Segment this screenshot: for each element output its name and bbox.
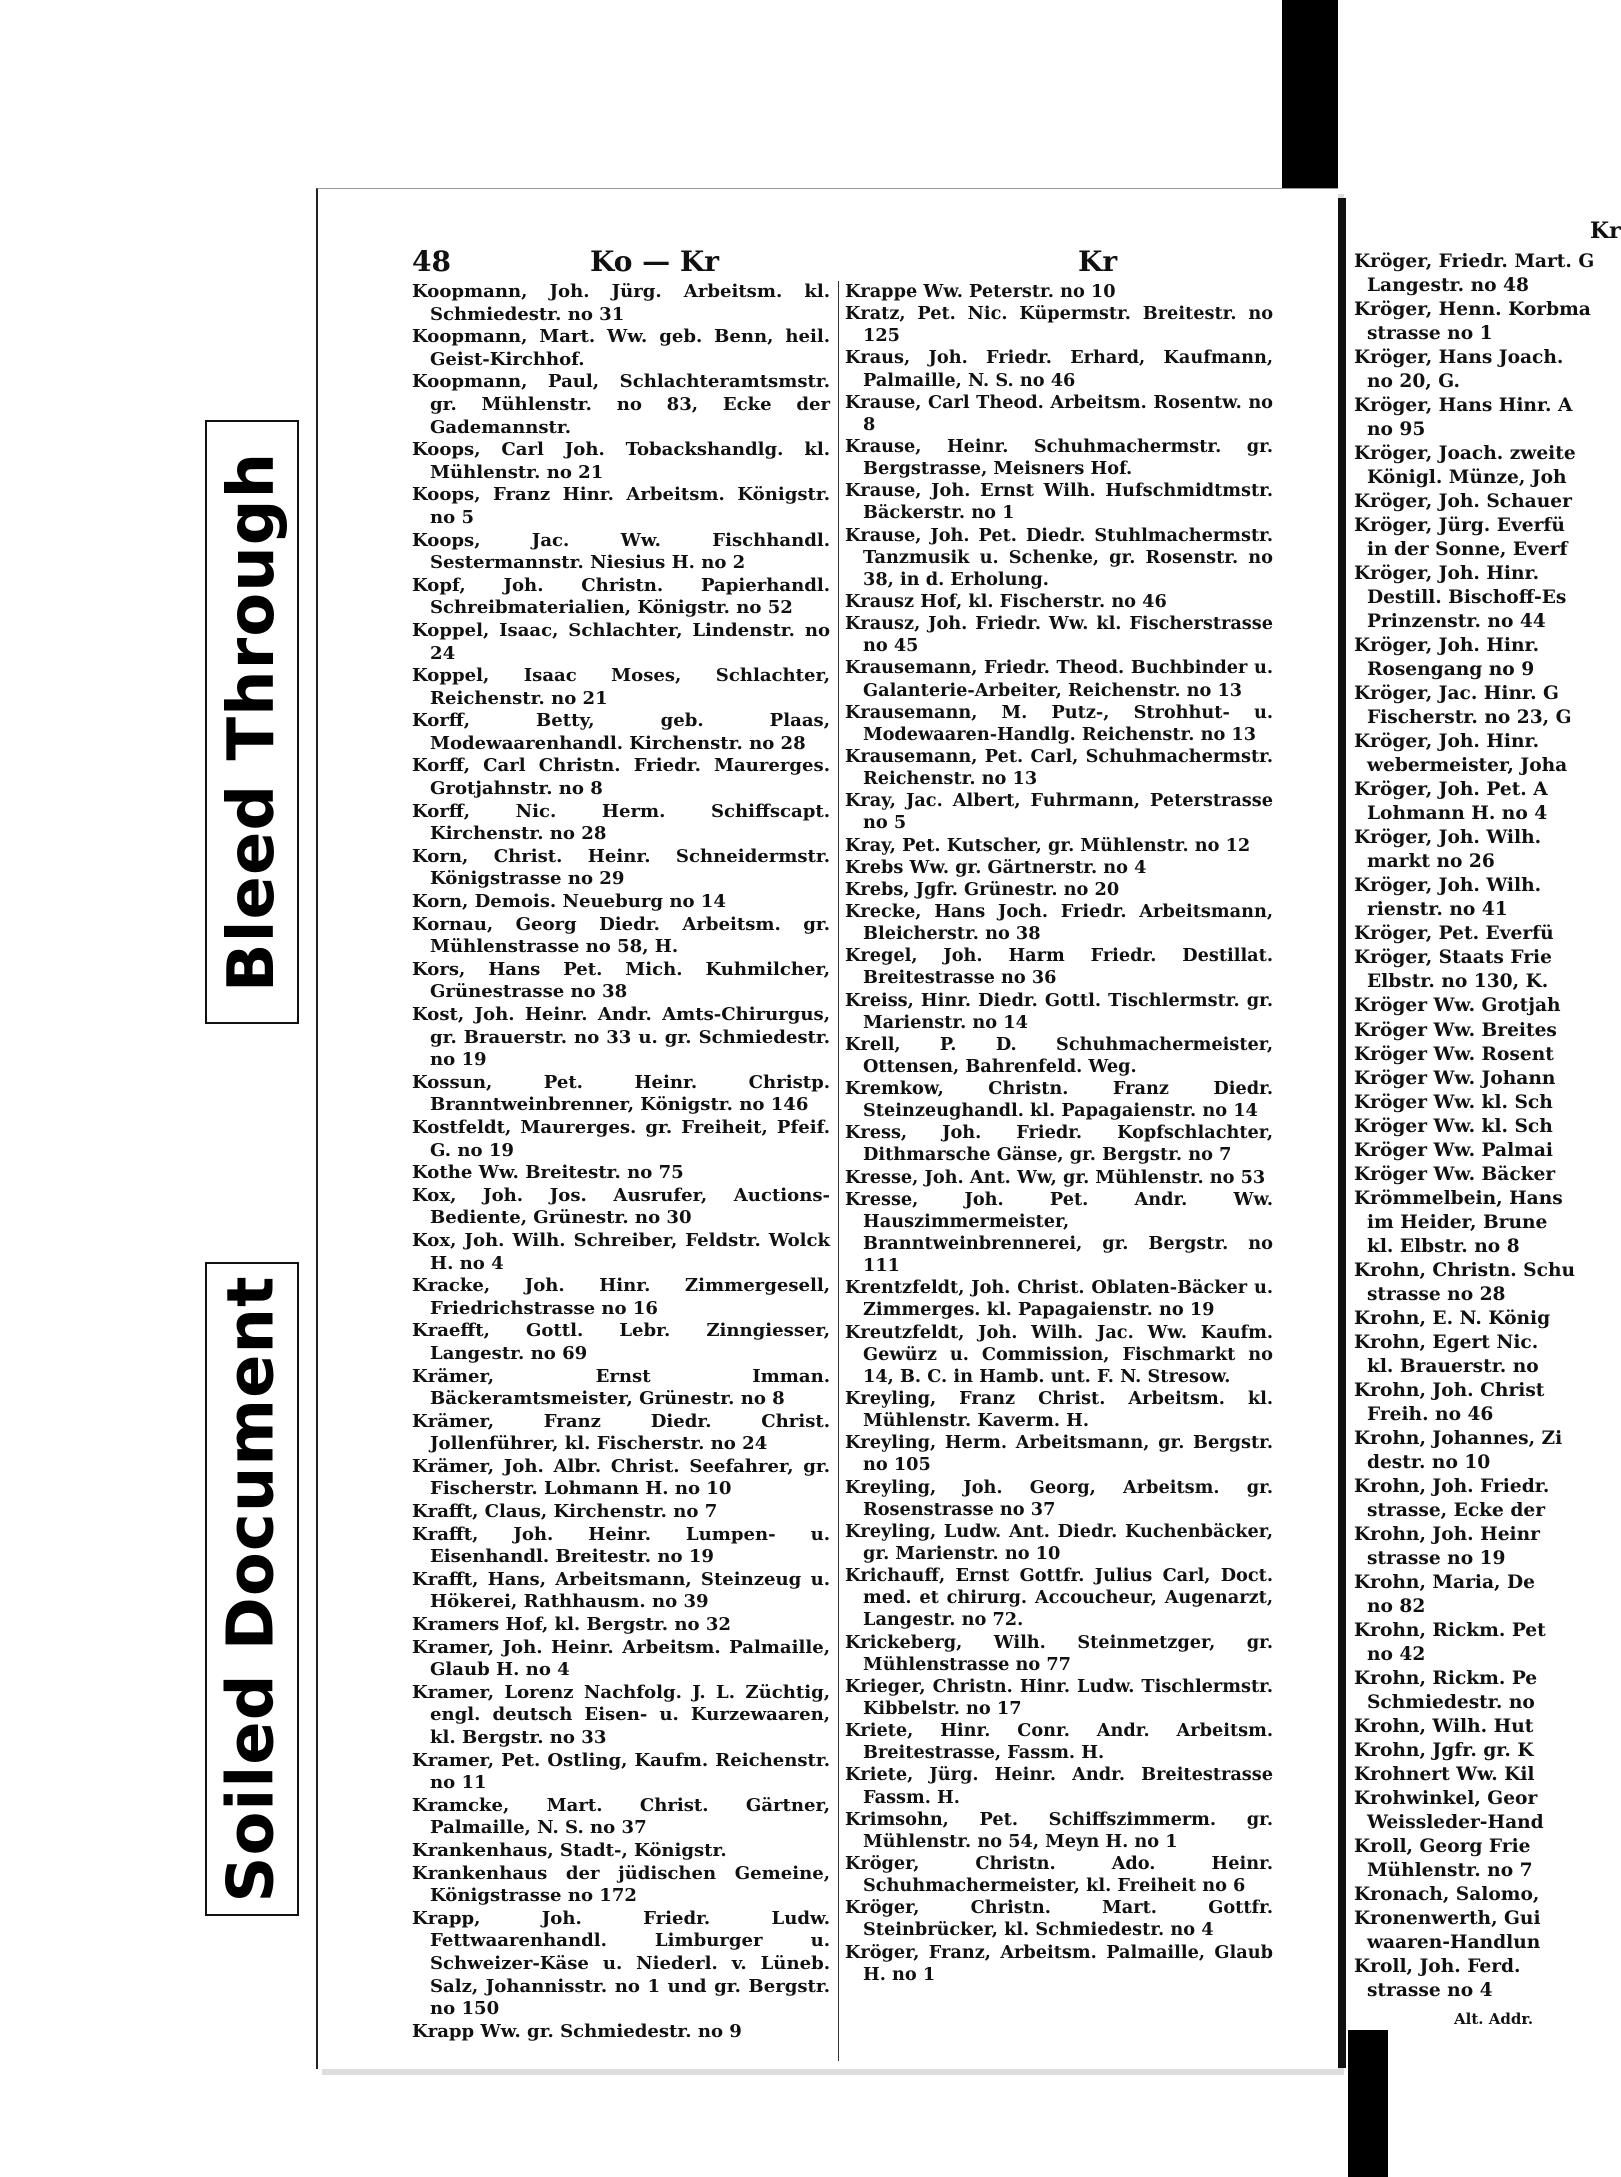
directory-entry: Kramcke, Mart. Christ. Gärtner, Palmaille, N. S. no 37 [412,1794,830,1839]
directory-entry: Krickeberg, Wilh. Steinmetzger, gr. Mühlenstrasse no 77 [845,1631,1273,1675]
directory-entry: Krafft, Joh. Heinr. Lumpen- u. Eisenhandl. Breitestr. no 19 [412,1523,830,1568]
directory-entry-fragment: Kröger Ww. Breites [1354,1019,1557,1041]
directory-entry-fragment: markt no 26 [1354,851,1495,873]
directory-entry: Kremkow, Christn. Franz Diedr. Steinzeughandl. kl. Papagaienstr. no 14 [845,1078,1273,1122]
directory-entry: Krause, Joh. Pet. Diedr. Stuhlmachermstr. Tanzmusik u. Schenke, gr. Rosenstr. no 38, in d. Erholung. [845,524,1273,590]
page-number: 48 [412,245,451,278]
directory-entry: Kress, Joh. Friedr. Kopfschlachter, Dithmarsche Gänse, gr. Bergstr. no 7 [845,1122,1273,1166]
directory-entry: Korn, Demois. Neueburg no 14 [412,891,726,913]
directory-entry-fragment: Prinzenstr. no 44 [1354,611,1546,633]
directory-entry: Krichauff, Ernst Gottfr. Julius Carl, Doct. med. et chirurg. Accoucheur, Augenarzt, Langestr. no 72. [845,1565,1273,1631]
next-page-header: Kr [1590,218,1621,244]
directory-entry: Koppel, Isaac Moses, Schlachter, Reichenstr. no 21 [412,665,830,709]
directory-entry-fragment: Krömmelbein, Hans [1354,1187,1563,1209]
page-header-right: Kr [1078,245,1118,278]
directory-entry: Kriete, Hinr. Conr. Andr. Arbeitsm. Breitestrasse, Fassm. H. [845,1720,1273,1764]
directory-entry-fragment: Kröger, Staats Frie [1354,947,1552,969]
directory-entry: Krausz, Joh. Friedr. Ww. kl. Fischerstrasse no 45 [845,613,1273,657]
directory-entry: Kramer, Joh. Heinr. Arbeitsm. Palmaille, Glaub H. no 4 [412,1636,830,1681]
directory-entry-fragment: Kröger, Henn. Korbma [1354,299,1591,321]
directory-entry: Krentzfeldt, Joh. Christ. Oblaten-Bäcker u. Zimmerges. kl. Papagaienstr. no 19 [845,1277,1273,1321]
directory-entry: Krebs Ww. gr. Gärtnerstr. no 4 [845,856,1147,878]
directory-entry-fragment: Krohn, Jgfr. gr. K [1354,1739,1534,1761]
directory-entry-fragment: Kröger, Joach. zweite [1354,443,1576,465]
directory-entry-fragment: Kröger, Hans Joach. [1354,347,1564,369]
directory-entry: Kriete, Jürg. Heinr. Andr. Breitestrasse Fassm. H. [845,1764,1273,1808]
directory-entry-fragment: Kröger, Jac. Hinr. G [1354,683,1559,705]
directory-entry-fragment: waaren-Handlun [1354,1932,1541,1954]
directory-entry: Krieger, Christn. Hinr. Ludw. Tischlermstr. Kibbelstr. no 17 [845,1675,1273,1719]
directory-entry: Kramer, Lorenz Nachfolg. J. L. Züchtig, engl. deutsch Eisen- u. Kurzewaaren, kl. Bergstr. no 33 [412,1681,830,1748]
directory-entry-fragment: Lohmann H. no 4 [1354,803,1548,825]
directory-entry: Krausz Hof, kl. Fischerstr. no 46 [845,590,1167,612]
directory-entry: Kratz, Pet. Nic. Küpermstr. Breitestr. no 125 [845,303,1273,347]
directory-entry: Krämer, Franz Diedr. Christ. Jollenführer, kl. Fischerstr. no 24 [412,1410,830,1455]
directory-entry: Krause, Heinr. Schuhmachermstr. gr. Bergstrasse, Meisners Hof. [845,435,1273,480]
directory-entry-fragment: Kronach, Salomo, [1354,1884,1540,1906]
directory-entry: Kreyling, Herm. Arbeitsmann, gr. Bergstr. no 105 [845,1432,1273,1476]
directory-entry-fragment: Krohnert Ww. Kil [1354,1763,1535,1785]
directory-entry: Kox, Joh. Wilh. Schreiber, Feldstr. Wolck H. no 4 [412,1229,830,1274]
next-page-fragment [1338,198,1621,2068]
directory-entry-fragment: Kröger, Joh. Hinr. [1354,635,1540,657]
directory-entry: Kröger, Franz, Arbeitsm. Palmaille, Glaub H. no 1 [845,1941,1273,1985]
directory-entry: Krankenhaus, Stadt-, Königstr. [412,1839,727,1861]
directory-entry-fragment: rienstr. no 41 [1354,899,1508,921]
directory-entry-fragment: Kröger Ww. Rosent [1354,1043,1554,1065]
directory-entry: Kraefft, Gottl. Lebr. Zinngiesser, Langestr. no 69 [412,1320,830,1364]
next-page-column [1354,250,1604,2031]
directory-entry: Krause, Carl Theod. Arbeitsm. Rosentw. no 8 [845,391,1273,435]
directory-entry-fragment: Kröger, Joh. Schauer [1354,491,1572,513]
directory-entry: Krecke, Hans Joch. Friedr. Arbeitsmann, Bleicherstr. no 38 [845,900,1273,945]
directory-entry-fragment: webermeister, Joha [1354,755,1568,777]
directory-entry-fragment: Krohn, Joh. Heinr [1354,1523,1540,1545]
directory-entry: Koopmann, Joh. Jürg. Arbeitsm. kl. Schmiedestr. no 31 [412,281,830,325]
directory-entry: Kresse, Joh. Ant. Ww, gr. Mühlenstr. no 53 [845,1166,1266,1188]
directory-entry: Kröger, Christn. Mart. Gottfr. Steinbrücker, kl. Schmiedestr. no 4 [845,1897,1273,1941]
directory-entry: Kramer, Pet. Ostling, Kaufm. Reichenstr. no 11 [412,1749,830,1794]
directory-entry-fragment: Freih. no 46 [1354,1403,1494,1425]
directory-entry: Krankenhaus der jüdischen Gemeine, Königstrasse no 172 [412,1862,830,1907]
bleed-through-text: Bleed Through [215,451,289,993]
directory-entry: Koopmann, Paul, Schlachteramtsmstr. gr. Mühlenstr. no 83, Ecke der Gademannstr. [412,371,830,438]
directory-entry: Kossun, Pet. Heinr. Christp. Branntweinbrenner, Königstr. no 146 [412,1071,830,1116]
directory-entry: Koops, Franz Hinr. Arbeitsm. Königstr. no 5 [412,484,830,528]
directory-entry: Kreyling, Franz Christ. Arbeitsm. kl. Mühlenstr. Kaverm. H. [845,1388,1273,1432]
directory-entry-fragment: Kröger, Jürg. Everfü [1354,515,1565,537]
directory-entry: Kramers Hof, kl. Bergstr. no 32 [412,1614,731,1636]
directory-entry: Krämer, Ernst Imman. Bäckeramtsmeister, Grünestr. no 8 [412,1365,830,1410]
directory-entry: Korff, Carl Christn. Friedr. Maurerges. Grotjahnstr. no 8 [412,755,830,800]
directory-entry-fragment: Kröger Ww. Bäcker [1354,1163,1556,1185]
soiled-document-text: Soiled Document [215,1275,289,1903]
directory-entry-fragment: Weissleder-Hand [1354,1812,1544,1834]
directory-entry: Krebs, Jgfr. Grünestr. no 20 [845,878,1120,900]
directory-entry-fragment: Rosengang no 9 [1354,659,1535,681]
directory-entry-fragment: no 82 [1354,1595,1426,1617]
directory-entry: Kors, Hans Pet. Mich. Kuhmilcher, Grünestrasse no 38 [412,958,830,1003]
directory-entry-fragment: Langestr. no 48 [1354,275,1529,297]
directory-entry: Kreyling, Ludw. Ant. Diedr. Kuchenbäcker, gr. Marienstr. no 10 [845,1520,1273,1565]
directory-entry-fragment: strasse no 19 [1354,1547,1506,1569]
directory-entry-fragment: strasse no 28 [1354,1283,1506,1305]
directory-entry: Kostfeldt, Maurerges. gr. Freiheit, Pfeif. G. no 19 [412,1116,830,1161]
directory-entry-fragment: no 42 [1354,1643,1426,1665]
directory-entry: Koppel, Isaac, Schlachter, Lindenstr. no 24 [412,619,830,664]
directory-entry: Krapp Ww. gr. Schmiedestr. no 9 [412,2020,742,2042]
directory-entry: Kracke, Joh. Hinr. Zimmergesell, Friedrichstrasse no 16 [412,1275,830,1319]
directory-entry: Krapp, Joh. Friedr. Ludw. Fettwaarenhandl. Limburger u. Schweizer-Käse u. Niederl. v. Lüneb. Salz, Johannisstr. no 1 und gr. Bergstr. no 150 [412,1907,830,2020]
directory-entry-fragment: Krohn, Maria, De [1354,1571,1535,1593]
directory-entry-fragment: Krohn, Rickm. Pe [1354,1667,1538,1689]
directory-entry-fragment: Krohn, E. N. König [1354,1307,1551,1329]
directory-entry: Kothe Ww. Breitestr. no 75 [412,1162,684,1184]
directory-entry-fragment: Königl. Münze, Joh [1354,467,1567,489]
directory-entry: Kreiss, Hinr. Diedr. Gottl. Tischlermstr. gr. Marienstr. no 14 [845,989,1273,1033]
directory-entry-fragment: Kröger, Joh. Hinr. [1354,731,1540,753]
directory-entry-fragment: strasse, Ecke der [1354,1499,1546,1521]
directory-entry-fragment: Schmiedestr. no [1354,1691,1535,1713]
left-column [412,281,830,2043]
directory-entry-fragment: Krohwinkel, Geor [1354,1788,1538,1809]
directory-entry-fragment: Kröger Ww. Palmai [1354,1139,1553,1161]
directory-entry: Korff, Betty, geb. Plaas, Modewaarenhandl. Kirchenstr. no 28 [412,710,830,754]
directory-entry-fragment: in der Sonne, Everf [1354,539,1568,561]
directory-entry-fragment: Kröger, Friedr. Mart. G [1354,251,1595,272]
directory-entry: Kraus, Joh. Friedr. Erhard, Kaufmann, Palmaille, N. S. no 46 [845,347,1273,391]
bleed-through-label [205,420,299,1024]
directory-entry-fragment: kl. Brauerstr. no [1354,1355,1539,1377]
directory-entry-fragment: Krohn, Joh. Friedr. [1354,1475,1550,1497]
directory-entry: Krausemann, Friedr. Theod. Buchbinder u. Galanterie-Arbeiter, Reichenstr. no 13 [845,657,1273,701]
directory-entry: Krell, P. D. Schuhmachermeister, Ottensen, Bahrenfeld. Weg. [845,1033,1273,1077]
directory-entry: Krafft, Claus, Kirchenstr. no 7 [412,1501,718,1523]
directory-entry-fragment: Kröger, Joh. Wilh. [1354,827,1542,849]
directory-entry: Koops, Carl Joh. Tobackshandlg. kl. Mühlenstr. no 21 [412,439,830,483]
directory-entry: Krausemann, M. Putz-, Strohhut- u. Modewaaren-Handlg. Reichenstr. no 13 [845,701,1273,745]
directory-entry: Krafft, Hans, Arbeitsmann, Steinzeug u. Hökerei, Rathhausm. no 39 [412,1568,830,1613]
page-header-left: Ko — Kr [590,245,719,278]
film-bar-bottom [1348,2030,1388,2177]
directory-entry: Krappe Ww. Peterstr. no 10 [845,281,1116,302]
directory-entry: Kray, Jac. Albert, Fuhrmann, Peterstrasse no 5 [845,790,1273,834]
directory-entry-fragment: Kröger Ww. Grotjah [1354,995,1561,1017]
directory-entry: Korn, Christ. Heinr. Schneidermstr. Königstrasse no 29 [412,845,830,890]
next-page-footer: Alt. Addr. [1454,2010,1534,2029]
directory-entry-fragment: Krohn, Joh. Christ [1354,1379,1545,1401]
directory-entry-fragment: Kröger, Joh. Pet. A [1354,779,1548,801]
directory-entry: Krimsohn, Pet. Schiffszimmerm. gr. Mühlenstr. no 54, Meyn H. no 1 [845,1808,1273,1852]
directory-entry: Korff, Nic. Herm. Schiffscapt. Kirchenstr. no 28 [412,800,830,845]
directory-entry: Kregel, Joh. Harm Friedr. Destillat. Breitestrasse no 36 [845,945,1273,989]
directory-entry-fragment: Kröger Ww. Johann [1354,1067,1556,1089]
right-column [838,281,1273,2061]
directory-entry-fragment: Krohn, Wilh. Hut [1354,1715,1534,1737]
directory-entry-fragment: no 95 [1354,419,1426,441]
directory-entry: Krämer, Joh. Albr. Christ. Seefahrer, gr. Fischerstr. Lohmann H. no 10 [412,1455,830,1500]
directory-entry-fragment: Kröger, Joh. Hinr. [1354,563,1540,585]
directory-entry-fragment: Krohn, Rickm. Pet [1354,1619,1546,1641]
directory-entry-fragment: Kröger, Hans Hinr. A [1354,395,1573,417]
directory-entry-fragment: Krohn, Christn. Schu [1354,1259,1576,1281]
directory-entry-fragment: Kröger, Joh. Wilh. [1354,875,1542,897]
directory-entry-fragment: strasse no 4 [1354,1980,1493,2002]
directory-entry-fragment: Kroll, Georg Frie [1354,1836,1531,1858]
directory-entry-fragment: strasse no 1 [1354,323,1493,345]
directory-entry-fragment: Kronenwerth, Gui [1354,1908,1541,1930]
directory-entry: Kornau, Georg Diedr. Arbeitsm. gr. Mühlenstrasse no 58, H. [412,913,830,958]
directory-entry: Kreyling, Joh. Georg, Arbeitsm. gr. Rosenstrasse no 37 [845,1476,1273,1520]
directory-entry-fragment: kl. Elbstr. no 8 [1354,1235,1520,1257]
directory-entry: Krause, Joh. Ernst Wilh. Hufschmidtmstr. Bäckerstr. no 1 [845,480,1273,524]
directory-entry-fragment: no 20, G. [1354,371,1460,393]
directory-entry: Kray, Pet. Kutscher, gr. Mühlenstr. no 12 [845,834,1251,856]
directory-entry: Kox, Joh. Jos. Ausrufer, Auctions-Bediente, Grünestr. no 30 [412,1184,830,1229]
directory-entry: Kost, Joh. Heinr. Andr. Amts-Chirurgus, gr. Brauerstr. no 33 u. gr. Schmiedestr. no 19 [412,1004,830,1071]
directory-entry-fragment: Kröger Ww. kl. Sch [1354,1091,1553,1113]
directory-entry: Krausemann, Pet. Carl, Schuhmachermstr. Reichenstr. no 13 [845,745,1273,790]
directory-entry-fragment: Krohn, Johannes, Zi [1354,1427,1563,1449]
directory-entry-fragment: Kroll, Joh. Ferd. [1354,1956,1521,1978]
soiled-document-label [205,1262,299,1916]
directory-entry: Koopmann, Mart. Ww. geb. Benn, heil. Geist-Kirchhof. [412,326,830,370]
directory-entry: Kreutzfeldt, Joh. Wilh. Jac. Ww. Kaufm. Gewürz u. Commission, Fischmarkt no 14, B. C. in Hamb. unt. F. N. Stresow. [845,1321,1273,1387]
directory-entry-fragment: Destill. Bischoff-Es [1354,587,1567,609]
directory-entry: Koops, Jac. Ww. Fischhandl. Sestermannstr. Niesius H. no 2 [412,529,830,574]
directory-page [316,188,1338,2069]
directory-entry: Kröger, Christn. Ado. Heinr. Schuhmachermeister, kl. Freiheit no 6 [845,1852,1273,1897]
directory-entry: Kopf, Joh. Christn. Papierhandl. Schreibmaterialien, Königstr. no 52 [412,574,830,619]
directory-entry-fragment: destr. no 10 [1354,1451,1491,1473]
directory-entry-fragment: Krohn, Egert Nic. [1354,1331,1539,1353]
directory-entry: Kresse, Joh. Pet. Andr. Ww. Hauszimmermeister, Branntweinbrennerei, gr. Bergstr. no 111 [845,1188,1273,1277]
directory-entry-fragment: im Heider, Brune [1354,1211,1548,1233]
directory-entry-fragment: Kröger, Pet. Everfü [1354,923,1554,945]
directory-entry-fragment: Mühlenstr. no 7 [1354,1860,1533,1882]
directory-entry-fragment: Elbstr. no 130, K. [1354,971,1549,993]
directory-entry-fragment: Kröger Ww. kl. Sch [1354,1115,1553,1137]
directory-entry-fragment: Fischerstr. no 23, G [1354,707,1572,729]
